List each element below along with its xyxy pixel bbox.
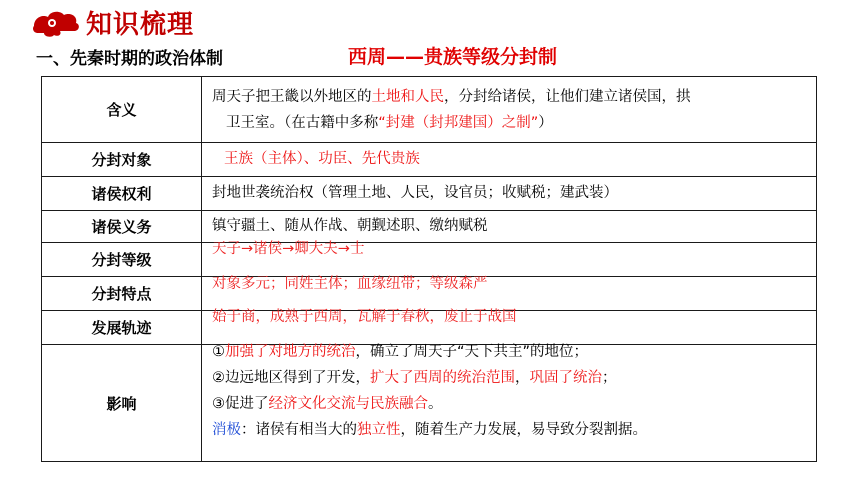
auspicious-cloud-icon: [30, 8, 82, 38]
table-row: [42, 177, 816, 211]
content-line: [212, 417, 808, 443]
row-label: 分封等级: [42, 243, 202, 276]
row-label: 分封对象: [42, 143, 202, 176]
highlight-text: 土地和人民: [371, 89, 444, 105]
row-label: 诸侯义务: [42, 211, 202, 242]
table-row: [42, 77, 816, 143]
content-line: [212, 365, 808, 391]
content-line: [212, 339, 808, 365]
row-label: 分封特点: [42, 277, 202, 310]
highlight-text: “封建（封邦建国）之制”: [378, 115, 539, 131]
page-title: 知识梳理: [86, 10, 195, 40]
row-content: 镇守疆土、随从作战、朝觐述职、缴纳赋税: [212, 218, 488, 234]
text: 周天子把王畿以外地区的: [212, 89, 372, 105]
text: 。: [428, 396, 443, 412]
text: ，: [515, 370, 530, 386]
negative-label: 消极: [212, 422, 241, 438]
text: ，确立了周天子“天下共主”的地位；: [355, 344, 589, 360]
row-content: 始于商，成熟于西周，瓦解于春秋，废止于战国: [212, 309, 517, 325]
section-heading: 一、先秦时期的政治体制: [36, 49, 223, 69]
content-line: [212, 84, 808, 110]
row-label: 发展轨迹: [42, 311, 202, 344]
row-label: 影响: [42, 345, 202, 461]
text: 卫王室。（在古籍中多称: [226, 115, 379, 131]
row-content: 对象多元；同姓主体；血缘纽带；等级森严: [212, 276, 488, 292]
row-content: 王族（主体）、功臣、先代贵族: [224, 151, 420, 167]
row-content: [212, 84, 808, 136]
text: ①: [212, 344, 225, 360]
highlight-text: 扩大了西周的统治范围: [370, 370, 515, 386]
text: ③促进了: [212, 396, 269, 412]
table-row: [42, 211, 816, 243]
content-line: [212, 391, 808, 417]
row-label: 含义: [42, 77, 202, 142]
table-row: [42, 143, 816, 177]
row-content: [212, 339, 808, 443]
row-label: 诸侯权利: [42, 177, 202, 210]
text: ，随着生产力发展，易导致分裂割据。: [400, 422, 647, 438]
table-row: [42, 345, 816, 461]
text: ②边远地区得到了开发，: [212, 370, 370, 386]
highlight-text: 独立性: [357, 422, 401, 438]
text: ，分封给诸侯，让他们建立诸侯国，拱: [444, 89, 691, 105]
text: ）: [538, 115, 553, 131]
highlight-text: 经济文化交流与民族融合: [268, 396, 428, 412]
row-content: 天子→诸侯→卿大夫→士: [212, 241, 365, 257]
text: ；: [602, 370, 617, 386]
summary-table: [41, 76, 817, 462]
row-content: 封地世袭统治权（管理土地、人民，设官员；收赋税；建武装）: [212, 185, 618, 201]
content-line: [212, 110, 808, 136]
topic-heading: 西周——贵族等级分封制: [348, 46, 558, 68]
highlight-text: 加强了对地方的统治: [225, 344, 356, 360]
highlight-text: 巩固了统治: [529, 370, 602, 386]
text: ：诸侯有相当大的: [241, 422, 357, 438]
